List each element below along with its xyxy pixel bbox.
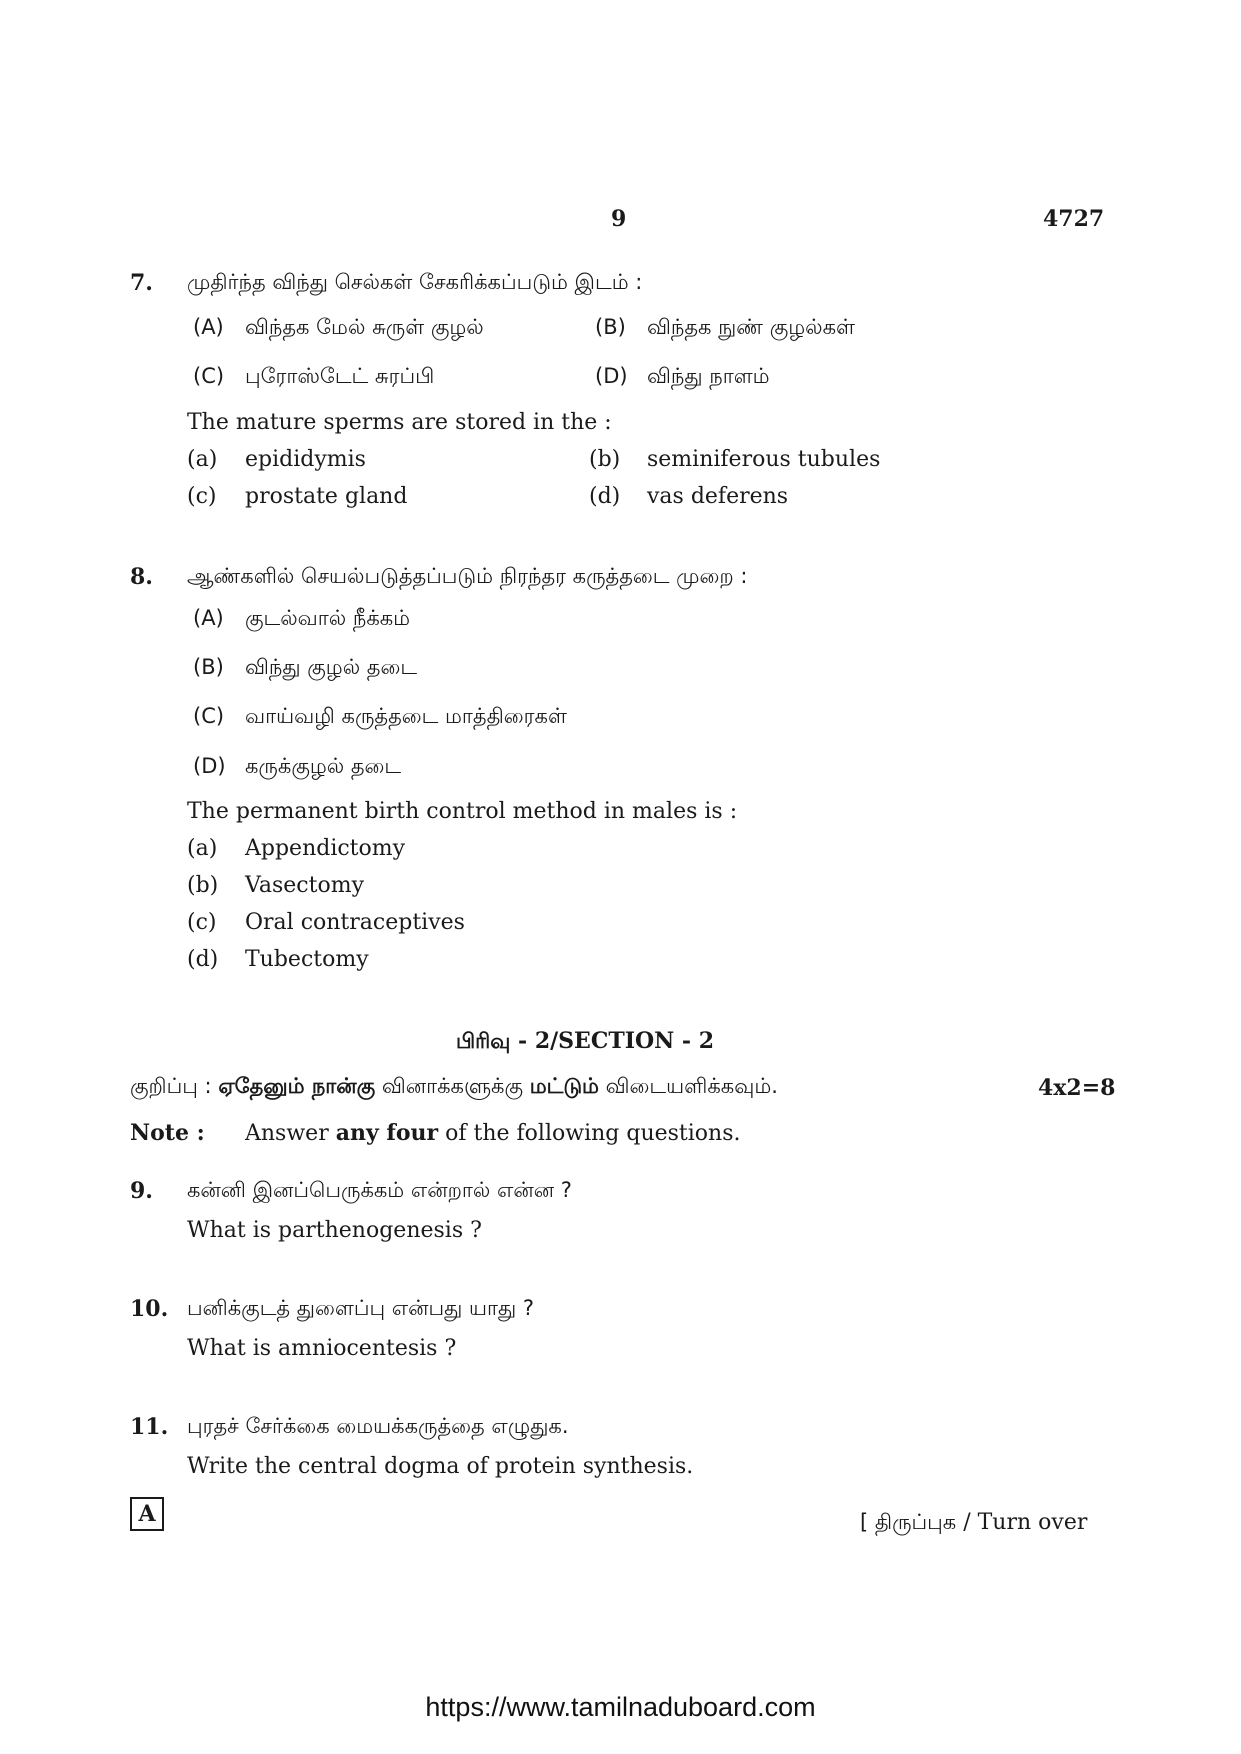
website-url: https://www.tamilnaduboard.com	[425, 1692, 816, 1722]
q7-option-d-en-text: vas deferens	[647, 484, 789, 509]
note-tamil-end: விடையளிக்கவும்.	[605, 1074, 778, 1098]
note-english-label: Note :	[130, 1120, 205, 1146]
q8-option-c-en-text: Oral contraceptives	[245, 910, 465, 935]
note-tamil-mid: வினாக்களுக்கு	[381, 1074, 524, 1098]
note-tamil-bold2: மட்டும்	[529, 1074, 599, 1098]
question-number-8: 8.	[130, 564, 153, 590]
turn-over	[860, 1510, 1087, 1537]
q7-option-a-ta-text: விந்தக மேல் சுருள் குழல்	[245, 315, 484, 339]
page-number: 9	[611, 206, 627, 232]
note-tamil	[130, 1074, 778, 1101]
note-english	[245, 1120, 741, 1146]
q7-option-a-en-label: (a)	[187, 447, 218, 472]
section-title-tamil: பிரிவு	[456, 1029, 511, 1053]
q8-option-b-ta-label: (B)	[193, 655, 224, 679]
q8-option-c-ta-label: (C)	[193, 704, 225, 728]
question-number-10: 10.	[130, 1296, 169, 1322]
q7-option-b-ta-text: விந்தக நுண் குழல்கள்	[647, 315, 855, 339]
q8-option-d-ta-text: கருக்குழல் தடை	[245, 754, 402, 778]
q7-option-c-ta-label: (C)	[193, 364, 225, 388]
q8-option-a-ta-text: குடல்வால் நீக்கம்	[245, 606, 411, 630]
q8-option-a-en-text: Appendictomy	[245, 836, 406, 861]
question-7-english: The mature sperms are stored in the :	[187, 410, 612, 435]
q8-option-a-en-label: (a)	[187, 836, 218, 861]
note-tamil-label: குறிப்பு :	[130, 1074, 212, 1098]
question-11-tamil: புரதச் சேர்க்கை மையக்கருத்தை எழுதுக.	[187, 1414, 569, 1438]
q7-option-d-en-label: (d)	[589, 484, 621, 509]
question-7-tamil: முதிர்ந்த விந்து செல்கள் சேகரிக்கப்படும் இடம் :	[187, 270, 643, 294]
q8-option-b-en-label: (b)	[187, 873, 219, 898]
question-8-english: The permanent birth control method in males is :	[187, 799, 738, 824]
note-english-post: of the following questions.	[445, 1121, 741, 1146]
section-title-english: - 2/SECTION - 2	[510, 1028, 715, 1054]
q8-option-d-ta-label: (D)	[193, 754, 226, 778]
question-9-tamil: கன்னி இனப்பெருக்கம் என்றால் என்ன ?	[187, 1178, 572, 1202]
q8-option-d-en-text: Tubectomy	[245, 947, 369, 972]
note-english-bold: any four	[335, 1120, 439, 1146]
q7-option-b-ta-label: (B)	[595, 315, 626, 339]
marks-allocation: 4x2=8	[1038, 1075, 1116, 1101]
q7-option-a-en-text: epididymis	[245, 447, 366, 472]
q8-option-a-ta-label: (A)	[193, 606, 224, 630]
q8-option-b-ta-text: விந்து குழல் தடை	[245, 655, 418, 679]
q7-option-c-en-label: (c)	[187, 484, 217, 509]
question-10-english: What is amniocentesis ?	[187, 1336, 457, 1361]
section-heading	[456, 1028, 714, 1056]
turn-over-english: / Turn over	[956, 1510, 1088, 1535]
q7-option-d-ta-label: (D)	[595, 364, 628, 388]
question-number-9: 9.	[130, 1178, 153, 1204]
q8-option-c-ta-text: வாய்வழி கருத்தடை மாத்திரைகள்	[245, 704, 567, 728]
note-english-pre: Answer	[245, 1121, 329, 1146]
question-11-english: Write the central dogma of protein synthesis.	[187, 1454, 694, 1479]
q7-option-a-ta-label: (A)	[193, 315, 224, 339]
q7-option-d-ta-text: விந்து நாளம்	[647, 364, 770, 388]
question-number-7: 7.	[130, 270, 153, 296]
q8-option-b-en-text: Vasectomy	[245, 873, 364, 898]
question-10-tamil: பனிக்குடத் துளைப்பு என்பது யாது ?	[187, 1296, 535, 1320]
question-9-english: What is parthenogenesis ?	[187, 1218, 482, 1243]
q7-option-c-en-text: prostate gland	[245, 484, 408, 509]
question-number-11: 11.	[130, 1414, 169, 1440]
q7-option-b-en-label: (b)	[589, 447, 621, 472]
q7-option-c-ta-text: புரோஸ்டேட் சுரப்பி	[245, 364, 435, 388]
question-8-tamil: ஆண்களில் செயல்படுத்தப்படும் நிரந்தர கருத்தடை முறை :	[187, 564, 748, 588]
q8-option-c-en-label: (c)	[187, 910, 217, 935]
note-tamil-bold: ஏதேனும் நான்கு	[218, 1074, 376, 1098]
q7-option-b-en-text: seminiferous tubules	[647, 447, 881, 472]
paper-code: 4727	[1043, 206, 1105, 232]
turn-over-tamil: [ திருப்புக	[860, 1510, 957, 1534]
q8-option-d-en-label: (d)	[187, 947, 219, 972]
paper-version-box: A	[130, 1497, 164, 1531]
